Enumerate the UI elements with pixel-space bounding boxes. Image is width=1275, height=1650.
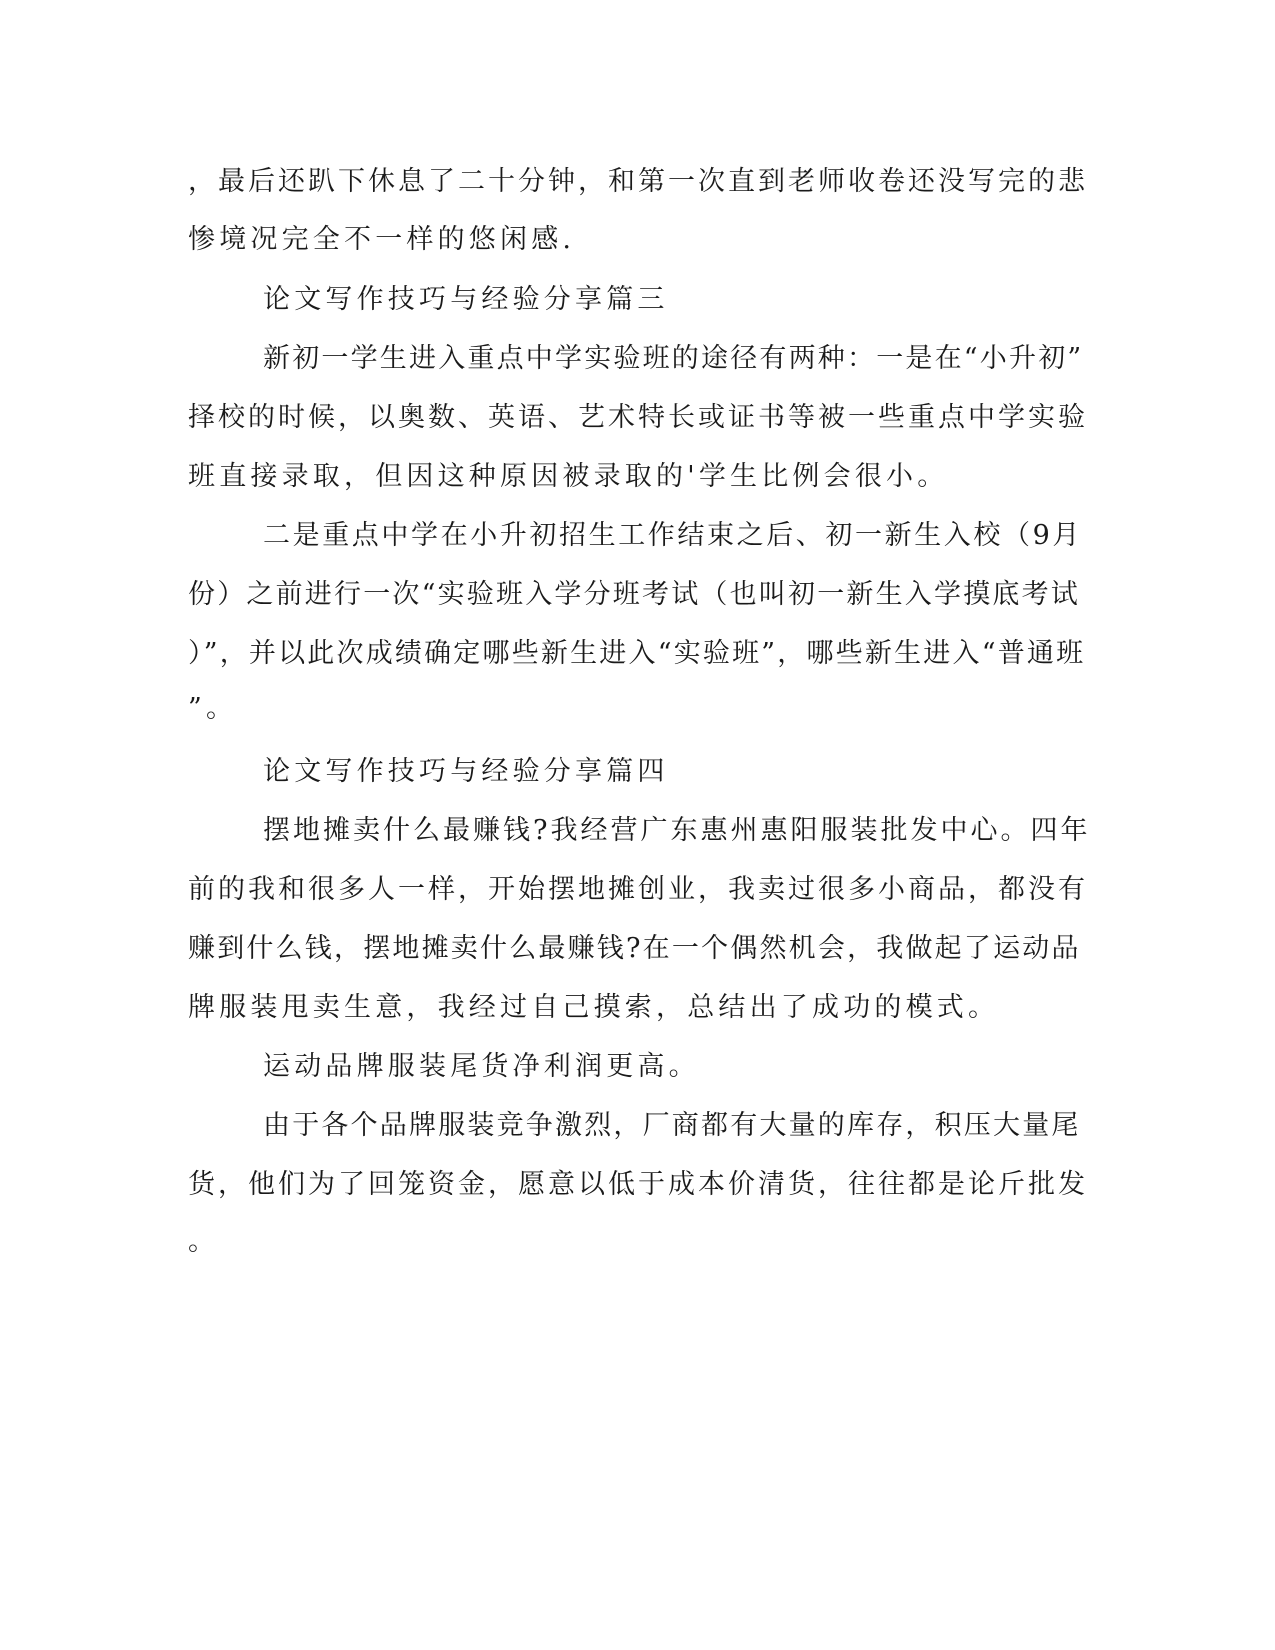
text-line: 惨境况完全不一样的悠闲感.: [188, 224, 576, 255]
text-line: 。: [188, 1226, 220, 1257]
text-line: 摆地摊卖什么最赚钱?我经营广东惠州惠阳服装批发中心。四年: [263, 815, 1091, 846]
text-line: 前的我和很多人一样，开始摆地摊创业，我卖过很多小商品，都没有: [188, 874, 1088, 905]
text-line: 份）之前进行一次“实验班入学分班考试（也叫初一新生入学摸底考试: [188, 579, 1081, 610]
text-line: 班直接录取，但因这种原因被录取的'学生比例会很小。: [188, 461, 949, 492]
text-line: 新初一学生进入重点中学实验班的途径有两种：一是在“小升初”: [263, 343, 1084, 374]
section-heading: 论文写作技巧与经验分享篇三: [263, 284, 669, 315]
text-line: 二是重点中学在小升初招生工作结束之后、初一新生入校（9月: [263, 520, 1082, 551]
text-line: 赚到什么钱，摆地摊卖什么最赚钱?在一个偶然机会，我做起了运动品: [188, 933, 1081, 964]
text-line: ”。: [188, 693, 238, 724]
text-line: 择校的时候，以奥数、英语、艺术特长或证书等被一些重点中学实验: [188, 402, 1088, 433]
section-heading: 论文写作技巧与经验分享篇四: [263, 756, 669, 787]
text-line: 运动品牌服装尾货净利润更高。: [263, 1051, 700, 1082]
text-line: ）”，并以此次成绩确定哪些新生进入“实验班”，哪些新生进入“普通班: [188, 638, 1086, 669]
text-line: ，最后还趴下休息了二十分钟，和第一次直到老师收卷还没写完的悲: [188, 166, 1088, 197]
text-line: 由于各个品牌服装竞争激烈，厂商都有大量的库存，积压大量尾: [263, 1110, 1081, 1141]
text-line: 货，他们为了回笼资金，愿意以低于成本价清货，往往都是论斤批发: [188, 1169, 1088, 1200]
text-line: 牌服装甩卖生意，我经过自己摸索，总结出了成功的模式。: [188, 992, 1000, 1023]
